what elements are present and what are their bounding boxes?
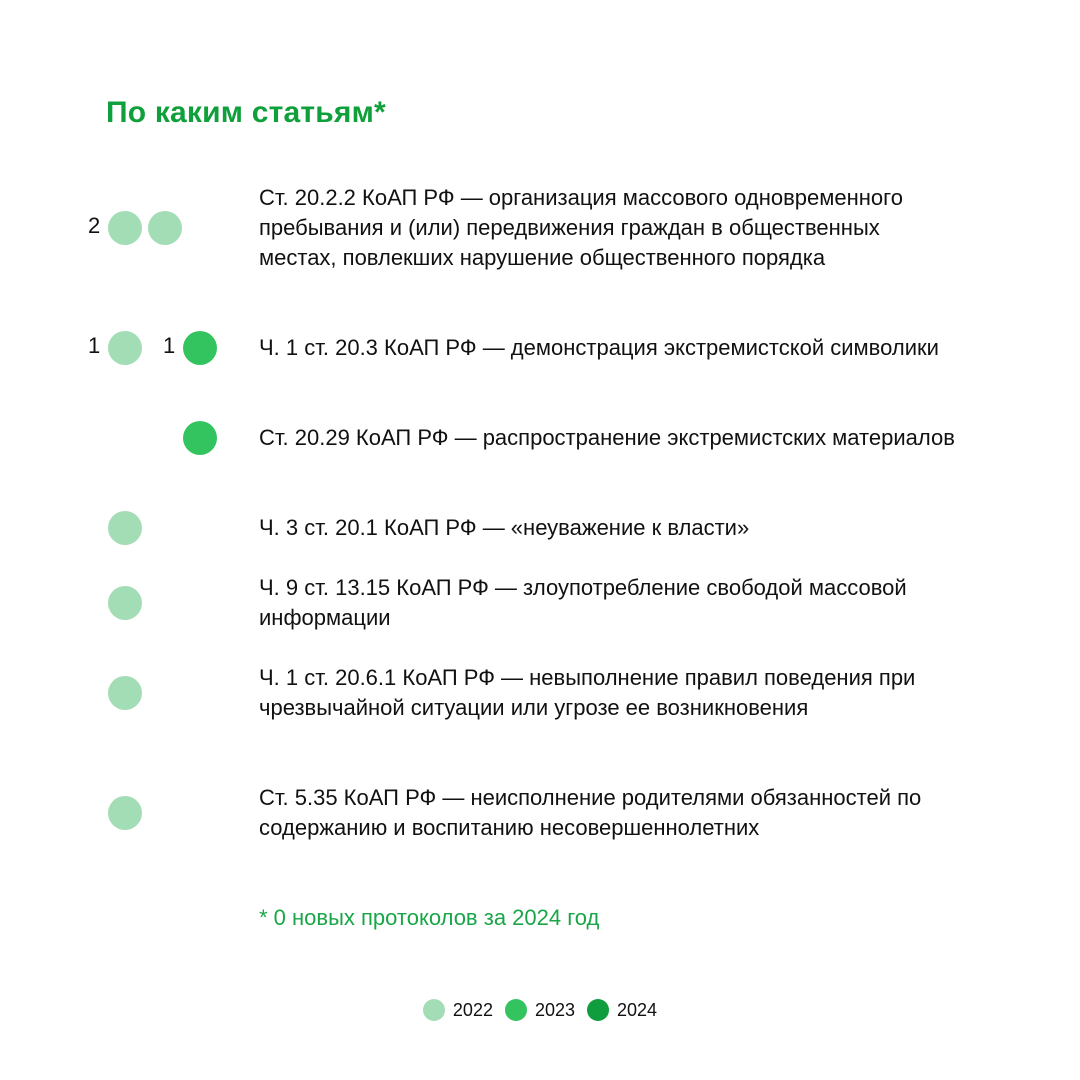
dot-2022: [148, 211, 182, 245]
article-description: Ст. 20.29 КоАП РФ — распространение экстремистских материалов: [259, 425, 955, 450]
count-label-2022: 1: [88, 333, 101, 358]
legend: [0, 999, 1080, 1021]
article-description: Ч. 1 ст. 20.6.1 КоАП РФ — невыполнение правил поведения при чрезвычайной ситуации или угрозе ее возникновения: [259, 665, 916, 720]
article-description: Ч. 9 ст. 13.15 КоАП РФ — злоупотребление свободой массовой информации: [259, 575, 907, 630]
footnote: * 0 новых протоколов за 2024 год: [259, 905, 600, 930]
legend-label-2024: 2024: [617, 999, 658, 1020]
dot-2022: [108, 796, 142, 830]
legend-label-2022: 2022: [452, 999, 493, 1020]
article-description: Ч. 1 ст. 20.3 КоАП РФ — демонстрация экстремистской символики: [259, 335, 939, 360]
legend-swatch-2022: [423, 999, 445, 1021]
article-description: Ст. 20.2.2 КоАП РФ — организация массового одновременного пребывания и (или) передвижения граждан в общественных местах, повлекших нарушение общественного порядка: [259, 185, 903, 270]
article-description: Ч. 3 ст. 20.1 КоАП РФ — «неуважение к власти»: [259, 515, 750, 540]
count-label-2023: 1: [163, 333, 176, 358]
dot-2022: [108, 586, 142, 620]
count-label-2022: 2: [88, 213, 101, 238]
dot-2022: [108, 331, 142, 365]
legend-item-2022: [423, 999, 493, 1021]
dot-2022: [108, 676, 142, 710]
dot-2022: [108, 511, 142, 545]
legend-item-2023: [505, 999, 575, 1021]
dot-2022: [108, 211, 142, 245]
legend-swatch-2024: [587, 999, 609, 1021]
legend-label-2023: 2023: [534, 999, 576, 1020]
dot-2023: [183, 421, 217, 455]
legend-item-2024: [587, 999, 657, 1021]
page-title: По каким статьям*: [106, 96, 386, 129]
legend-swatch-2023: [505, 999, 527, 1021]
article-description: Ст. 5.35 КоАП РФ — неисполнение родителями обязанностей по содержанию и воспитанию несовершеннолетних: [259, 785, 922, 840]
dot-2023: [183, 331, 217, 365]
